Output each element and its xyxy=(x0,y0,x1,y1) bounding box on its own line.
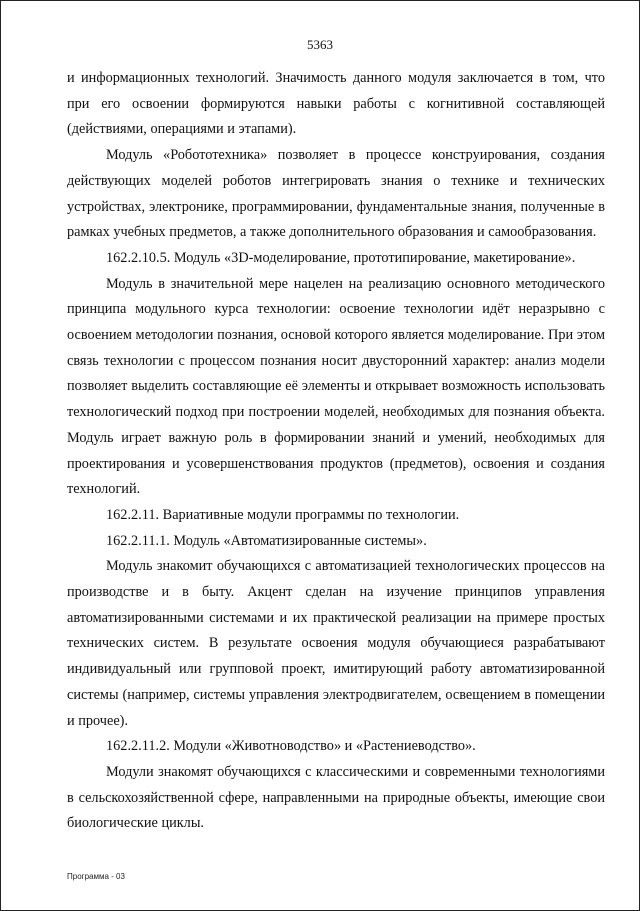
section-heading-variative-modules: 162.2.11. Вариативные модули программы по технологии. xyxy=(106,506,460,523)
paragraph-robotics: Модуль «Робототехника» позволяет в процессе конструирования, создания действующих моделей роботов интегрировать знания о технике и технических устройствах, электронике, программировании, фундаментальные знания, полученные в рамках учебных предметов, а также дополнительного образования и самообразования. xyxy=(67,147,605,241)
paragraph-3d-modeling: Модуль в значительной мере нацелен на реализацию основного методического принципа модульного курса технологии: освоение технологии идёт неразрывно с освоением методологии познания, основой которого является моделирование. При этом связь технологии с процессом познания носит двусторонний характер: анализ модели позволяет выделить составляющие её элементы и открывает возможность использовать технологический подход при построении моделей, необходимых для познания объекта. Модуль играет важную роль в формировании знаний и умений, необходимых для проектирования и усовершенствования продуктов (предметов), освоения и создания технологий. xyxy=(67,275,605,498)
paragraph-continuation: и информационных технологий. Значимость данного модуля заключается в том, что при его освоении формируются навыки работы с когнитивной составляющей (действиями, операциями и этапами). xyxy=(67,70,605,138)
paragraph-livestock-crops: Модули знакомят обучающихся с классическими и современными технологиями в сельскохозяйственной сфере, направленными на природные объекты, имеющие свои биологические циклы. xyxy=(67,763,605,832)
footer-label: Программа - 03 xyxy=(67,872,125,881)
section-heading-livestock-crops: 162.2.11.2. Модули «Животноводство» и «Растениеводство». xyxy=(106,738,476,755)
page-number: 5363 xyxy=(307,37,333,52)
paragraph-automated-systems: Модуль знакомит обучающихся с автоматизацией технологических процессов на производстве и в быту. Акцент сделан на изучение принципов управления автоматизированными системами и их практической реализации на примере простых технических систем. В результате освоения модуля обучающиеся разрабатывают индивидуальный или групповой проект, имитирующий работу автоматизированной системы (например, системы управления электродвигателем, освещением в помещении и прочее). xyxy=(67,558,605,729)
section-heading-3d-modeling: 162.2.10.5. Модуль «3D-моделирование, прототипирование, макетирование». xyxy=(106,249,576,266)
document-body xyxy=(67,66,605,837)
section-heading-automated-systems: 162.2.11.1. Модуль «Автоматизированные системы». xyxy=(106,532,427,549)
